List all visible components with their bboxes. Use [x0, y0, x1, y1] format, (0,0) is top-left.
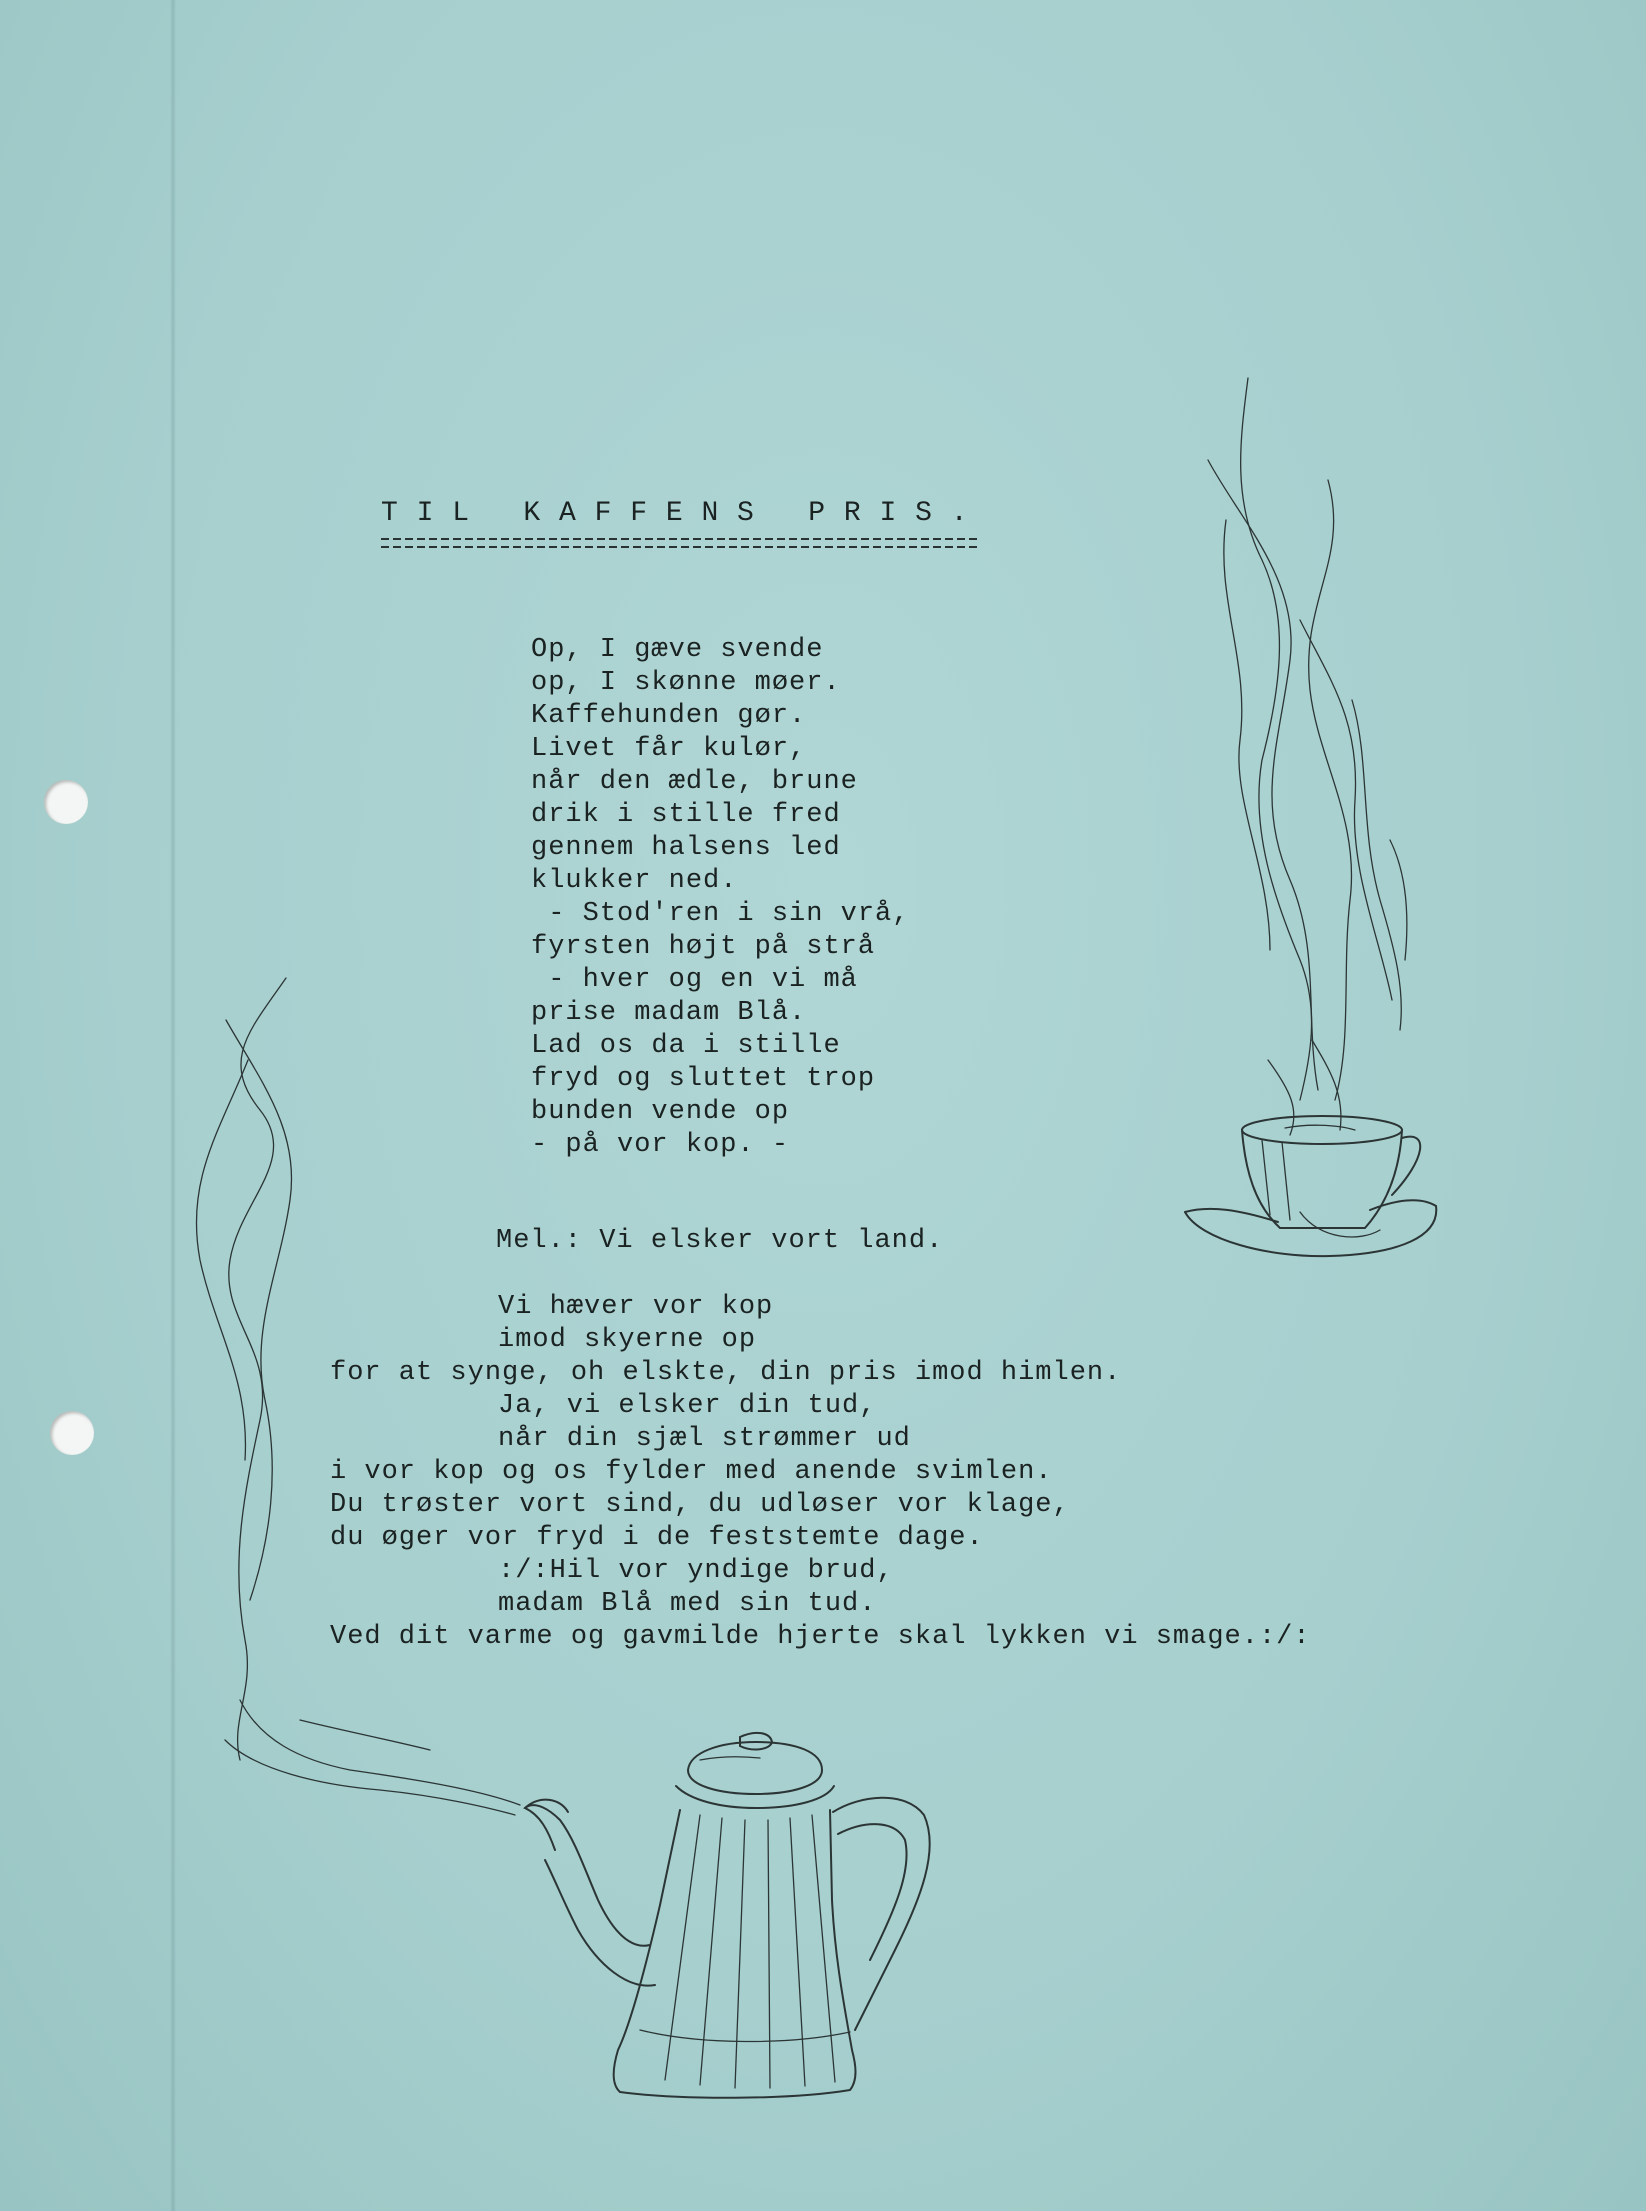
poem-line: Livet får kulør,	[531, 734, 807, 764]
song-line: madam Blå med sin tud.	[498, 1589, 877, 1619]
poem-line: gennem halsens led	[531, 833, 841, 863]
poem-line: Op, I gæve svende	[531, 635, 824, 665]
song-line: Vi hæver vor kop	[498, 1292, 774, 1322]
poem-line: - Stod'ren i sin vrå,	[531, 899, 910, 929]
poem-line: prise madam Blå.	[531, 998, 807, 1028]
melody-note: Mel.: Vi elsker vort land.	[496, 1226, 944, 1256]
song-line: i vor kop og os fylder med anende svimlen.	[330, 1457, 1053, 1487]
poem-line: bunden vende op	[531, 1097, 790, 1127]
poem-line: - hver og en vi må	[531, 965, 858, 995]
song-line: Ja, vi elsker din tud,	[498, 1391, 877, 1421]
song-line: du øger vor fryd i de feststemte dage.	[330, 1523, 984, 1553]
song-line: for at synge, oh elskte, din pris imod himlen.	[330, 1358, 1122, 1388]
poem-line: fyrsten højt på strå	[531, 932, 876, 962]
song-line: Ved dit varme og gavmilde hjerte skal lykken vi smage.:/:	[330, 1622, 1311, 1652]
song-line: Du trøster vort sind, du udløser vor klage,	[330, 1490, 1070, 1520]
poem-line: Lad os da i stille	[531, 1031, 841, 1061]
song-line: imod skyerne op	[498, 1325, 757, 1355]
song-line: :/:Hil vor yndige brud,	[498, 1556, 894, 1586]
poem-line: - på vor kop. -	[531, 1130, 790, 1160]
poem-line: fryd og sluttet trop	[531, 1064, 876, 1094]
poem-line: klukker ned.	[531, 866, 738, 896]
poem-line: Kaffehunden gør.	[531, 701, 807, 731]
page-title: T I L K A F F E N S P R I S .	[381, 498, 969, 529]
poem-line: når den ædle, brune	[531, 767, 858, 797]
song-line: når din sjæl strømmer ud	[498, 1424, 911, 1454]
poem-line: op, I skønne møer.	[531, 668, 841, 698]
poem-line: drik i stille fred	[531, 800, 841, 830]
